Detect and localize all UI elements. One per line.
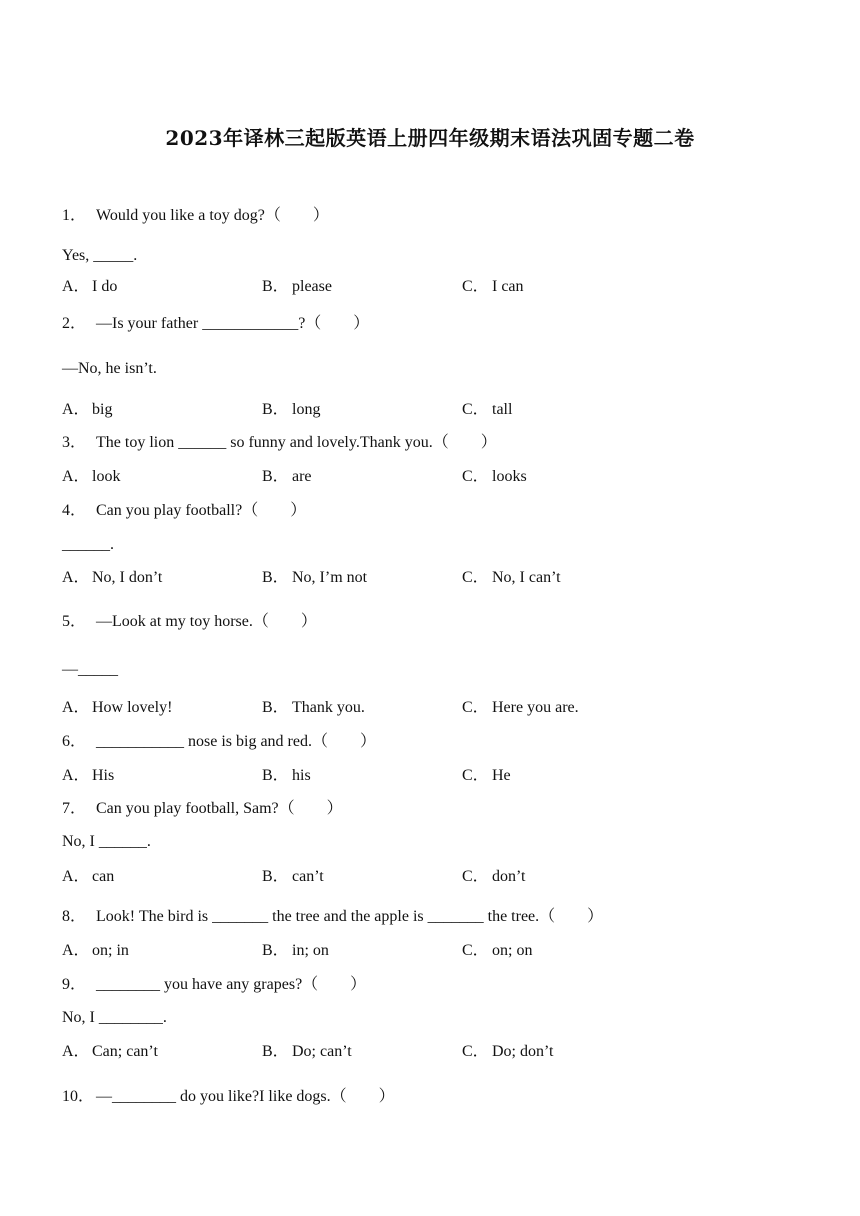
question-4 xyxy=(62,501,306,521)
question-text: ___________ nose is big and red.（ ） xyxy=(96,733,376,750)
option-b[interactable]: B． his xyxy=(262,767,311,784)
option-c[interactable]: C． tall xyxy=(462,401,513,418)
question-text: Can you play football?（ ） xyxy=(96,502,307,519)
question-2-options xyxy=(62,400,762,420)
question-7-prompt: No, I ______. xyxy=(62,833,151,850)
option-a[interactable]: A． can xyxy=(62,868,115,885)
option-a[interactable]: A． big xyxy=(62,401,113,418)
question-1 xyxy=(62,206,329,226)
option-c[interactable]: C． No, I can’t xyxy=(462,569,561,586)
option-c[interactable]: C． Do; don’t xyxy=(462,1043,554,1060)
question-6-options xyxy=(62,766,762,786)
option-b[interactable]: B． please xyxy=(262,278,332,295)
option-b[interactable]: B． Thank you. xyxy=(262,699,365,716)
option-c[interactable]: C． don’t xyxy=(462,868,526,885)
option-b[interactable]: B． long xyxy=(262,401,321,418)
option-c[interactable]: C． looks xyxy=(462,468,527,485)
question-7-options xyxy=(62,867,762,887)
question-6 xyxy=(62,732,376,752)
question-5 xyxy=(62,612,317,632)
option-b[interactable]: B． No, I’m not xyxy=(262,569,368,586)
question-1-prompt: Yes, _____. xyxy=(62,247,138,264)
question-3 xyxy=(62,433,497,453)
question-number: 4． xyxy=(62,502,87,519)
option-a[interactable]: A． on; in xyxy=(62,942,129,959)
question-7 xyxy=(62,799,343,819)
question-10 xyxy=(62,1087,395,1107)
option-c[interactable]: C． Here you are. xyxy=(462,699,579,716)
question-5-prompt: —_____ xyxy=(62,661,118,678)
option-a[interactable]: A． Can; can’t xyxy=(62,1043,158,1060)
question-text: Can you play football, Sam?（ ） xyxy=(96,800,343,817)
option-a[interactable]: A． No, I don’t xyxy=(62,569,163,586)
question-text: —Is your father ____________?（ ） xyxy=(96,315,370,332)
question-text: The toy lion ______ so funny and lovely.Thank you.（ ） xyxy=(96,434,497,451)
option-b[interactable]: B． can’t xyxy=(262,868,324,885)
question-number: 8． xyxy=(62,908,87,925)
option-c[interactable]: C． I can xyxy=(462,278,524,295)
option-a[interactable]: A． look xyxy=(62,468,121,485)
option-a[interactable]: A． His xyxy=(62,767,115,784)
question-5-options xyxy=(62,698,762,718)
question-9 xyxy=(62,975,366,995)
question-8 xyxy=(62,907,603,927)
option-b[interactable]: B． are xyxy=(262,468,312,485)
document-title: 2023年译林三起版英语上册四年级期末语法巩固专题二卷 xyxy=(165,126,695,150)
question-4-prompt: ______. xyxy=(62,536,114,553)
option-b[interactable]: B． Do; can’t xyxy=(262,1043,352,1060)
question-number: 6． xyxy=(62,733,87,750)
question-8-options xyxy=(62,941,762,961)
question-9-prompt: No, I ________. xyxy=(62,1009,167,1026)
question-number: 3． xyxy=(62,434,87,451)
question-text: ________ you have any grapes?（ ） xyxy=(96,976,367,993)
question-number: 7． xyxy=(62,800,87,817)
question-text: Look! The bird is _______ the tree and the apple is _______ the tree.（ ） xyxy=(96,908,604,925)
question-3-options xyxy=(62,467,762,487)
option-b[interactable]: B． in; on xyxy=(262,942,329,959)
question-number: 1． xyxy=(62,207,87,224)
question-1-options xyxy=(62,277,762,297)
question-2-prompt: —No, he isn’t. xyxy=(62,360,157,377)
question-number: 5． xyxy=(62,613,87,630)
question-text: Would you like a toy dog?（ ） xyxy=(96,207,329,224)
question-text: —________ do you like?I like dogs.（ ） xyxy=(96,1088,395,1105)
option-c[interactable]: C． on; on xyxy=(462,942,533,959)
question-number: 10． xyxy=(62,1088,95,1105)
question-4-options xyxy=(62,568,762,588)
option-a[interactable]: A． How lovely! xyxy=(62,699,173,716)
option-c[interactable]: C． He xyxy=(462,767,511,784)
question-number: 2． xyxy=(62,315,87,332)
question-2 xyxy=(62,314,369,334)
question-number: 9． xyxy=(62,976,87,993)
question-9-options xyxy=(62,1042,762,1062)
option-a[interactable]: A． I do xyxy=(62,278,118,295)
question-text: —Look at my toy horse.（ ） xyxy=(96,613,317,630)
